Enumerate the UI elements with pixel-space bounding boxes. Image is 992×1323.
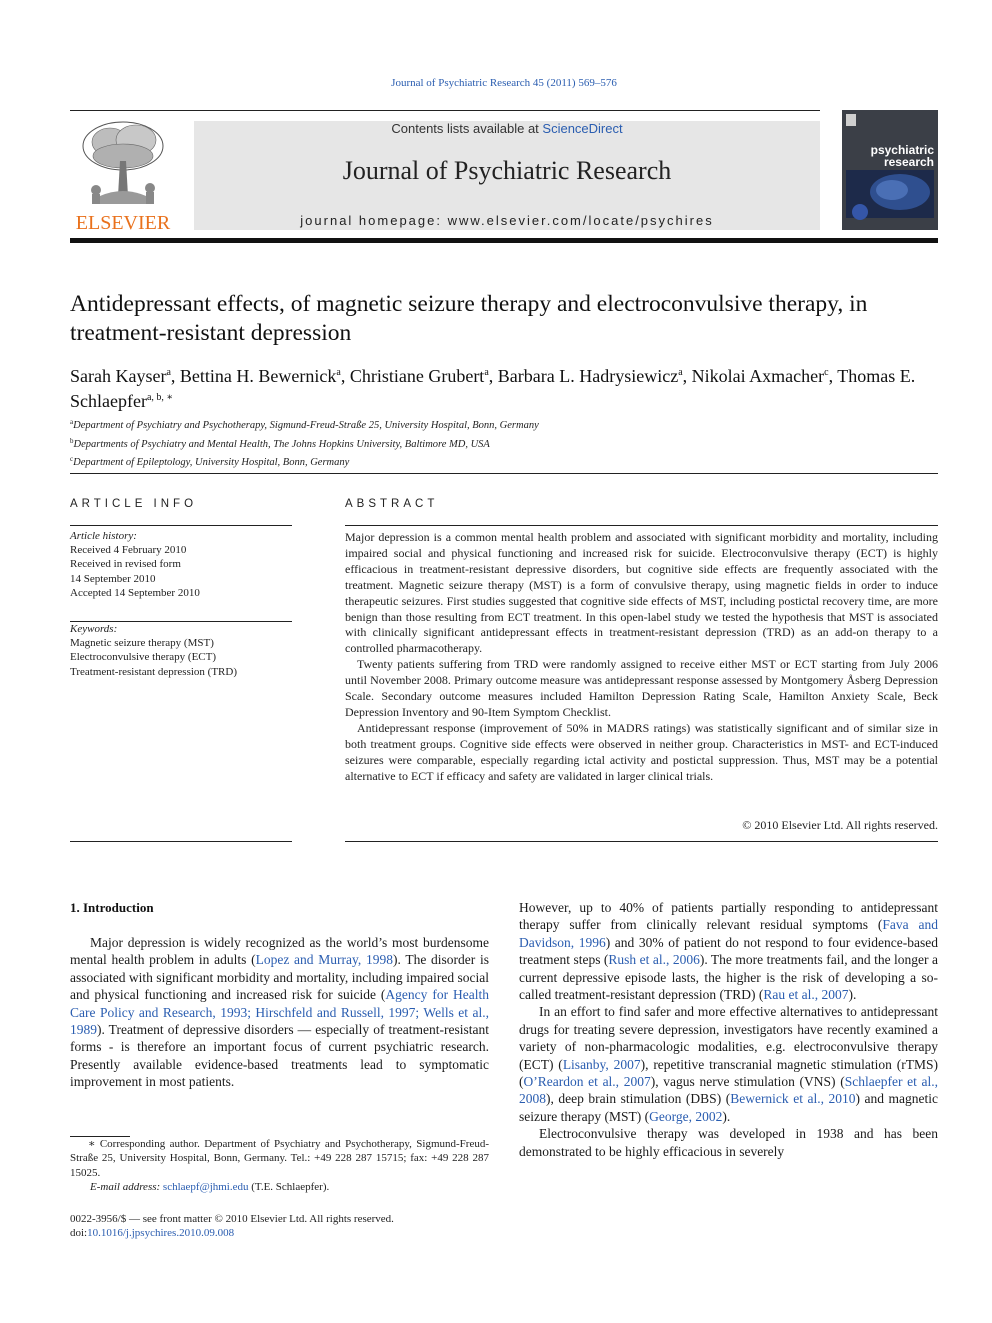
author-name[interactable]: Thomas E. Schlaepfer [70, 366, 916, 411]
abstract-body [345, 530, 938, 785]
header-thick-rule [70, 238, 938, 243]
author-name[interactable]: Nikolai Axmacher [691, 366, 825, 386]
journal-cover-thumbnail [842, 110, 938, 230]
body-column-right [519, 899, 938, 1160]
citation-link[interactable]: Rush et al., 2006 [608, 952, 700, 968]
article-title: Antidepressant effects, of magnetic seizure therapy and electroconvulsive therapy, in treatment-resistant depression [70, 291, 868, 346]
elsevier-tree-icon [70, 116, 176, 234]
body-paragraph [70, 934, 489, 1091]
journal-title: Journal of Psychiatric Research [342, 156, 672, 185]
body-paragraph [519, 899, 938, 1003]
article-info-rule [70, 525, 292, 526]
article-info-heading: ARTICLE INFO [70, 498, 198, 510]
author-affil-marker[interactable]: a [166, 367, 171, 378]
citation-link[interactable]: Fava and Davidson, 1996 [519, 917, 938, 950]
body-text: ), repetitive transcranial magnetic stimulation (rTMS) ( [519, 1056, 938, 1090]
sciencedirect-link[interactable]: ScienceDirect [542, 121, 623, 136]
cover-title-line2: research [883, 155, 934, 169]
body-text: ) and 30% of patient do not respond to four evidence-based treatment steps ( [519, 934, 938, 968]
doi-link[interactable]: 10.1016/j.jpsychires.2010.09.008 [87, 1227, 235, 1240]
doi-label: doi: [70, 1227, 88, 1240]
affiliation-marker: c [70, 455, 74, 463]
history-item: 14 September 2010 [70, 572, 156, 585]
keyword-item: Electroconvulsive therapy (ECT) [70, 651, 217, 664]
body-text: ), deep brain stimulation (DBS) ( [546, 1091, 731, 1107]
affiliation-rule [70, 473, 938, 474]
affiliation-item [70, 452, 940, 471]
body-paragraph [519, 1003, 938, 1125]
body-paragraph: Electroconvulsive therapy was developed in 1938 and has been demonstrated to be highly efficacious in severely [519, 1126, 938, 1159]
history-item: Received in revised form [70, 558, 181, 571]
author-name[interactable]: Barbara L. Hadrysiewicz [497, 366, 679, 386]
journal-homepage[interactable]: journal homepage: www.elsevier.com/locate/psychires [300, 213, 714, 228]
affiliation-item [70, 434, 940, 453]
cover-title-line1: psychiatric [870, 143, 934, 157]
article-info-rule [70, 841, 292, 842]
journal-citation[interactable]: Journal of Psychiatric Research 45 (2011) 569–576 [391, 77, 617, 89]
citation-link[interactable]: George, 2002 [649, 1108, 723, 1124]
body-text: ). [722, 1108, 731, 1124]
contents-prefix: Contents lists available at [391, 121, 543, 136]
author-affil-marker[interactable]: c [824, 367, 829, 378]
citation-link[interactable]: Schlaepfer et al., 2008 [519, 1074, 939, 1107]
body-text: ). The disorder is associated with significant morbidity and mortality, including impaired social and physical functioning and increased risk for suicide ( [70, 952, 489, 1003]
citation-link[interactable]: Lopez and Murray, 1998 [255, 952, 393, 968]
author-name[interactable]: Sarah Kayser [70, 366, 167, 386]
footnote-text: ∗ Corresponding author. Department of Psychiatry and Psychotherapy, Sigmund-Freud-Straße 25, University Hospital, Bonn, Germany. Tel.: +49 228 287 15715; fax: +49 228 287 15025. [70, 1138, 489, 1179]
citation-link[interactable]: Lisanby, 2007 [562, 1056, 641, 1072]
abstract-rule [345, 525, 938, 526]
keywords [70, 622, 292, 679]
body-text: ). The more treatments fail, and the longer a current depressive episode lasts, the higher is the risk of developing a so-called treatment-resistant depression (TRD) ( [519, 952, 938, 1003]
history-item: Received 4 February 2010 [70, 544, 187, 557]
body-text: ). [848, 987, 857, 1003]
affiliation-text: Department of Epileptology, University Hospital, Bonn, Germany [73, 457, 350, 468]
affiliation-text: Department of Psychiatry and Psychotherapy, Sigmund-Freud-Straße 25, University Hospital, Bonn, Germany [73, 420, 539, 431]
elsevier-wordmark: ELSEVIER [75, 212, 171, 234]
affiliation-marker: b [70, 436, 74, 445]
keyword-item: Magnetic seizure therapy (MST) [70, 637, 214, 650]
cover-image-icon [842, 110, 938, 230]
header-top-rule [70, 110, 820, 111]
article-history [70, 529, 292, 600]
body-text: However, up to 40% of patients partially responding to antidepressant therapy suffer from clinically relevant residual symptoms ( [519, 900, 938, 933]
author-affil-marker[interactable]: a [336, 367, 341, 378]
issn-line: 0022-3956/$ — see front matter © 2010 Elsevier Ltd. All rights reserved. [70, 1213, 394, 1225]
affiliation-item [70, 415, 940, 434]
affiliation-marker: a [70, 418, 74, 426]
email-suffix: (T.E. Schlaepfer). [248, 1181, 330, 1194]
body-text: ) and magnetic seizure therapy (MST) ( [519, 1091, 938, 1124]
abstract-paragraph: Major depression is a common mental health problem and associated with significant morbidity and mortality, including impaired social and physical functioning and increased risk for suicide. Electroconvulsive therapy (ECT) is highly efficacious in treatment-resistant depressive disorders, but cognitive side effects are frequently associated with the treatment. Magnetic seizure therapy (MST) is a form of convulsive therapy, using magnetic fields in order to induce therapeutic seizures. First studies suggested that cognitive side effects of MST, including postictal recovery time, are more benign than those resulting from ECT treatment. In this open-label study we tested the hypothesis that MST is associated with clinically significant antidepressant effects in treatment-resistant depression (TRD) as an add-on therapy to a controlled pharmacotherapy. [345, 530, 938, 656]
front-matter [70, 1212, 520, 1241]
author-affil-marker[interactable]: a [678, 367, 683, 378]
citation-link[interactable]: Rau et al., 2007 [763, 987, 849, 1003]
author-list: Sarah Kayser$^a$, Bettina H. Bewernick$^a$, Christiane Grubert$^a$, Barbara L. Hadrysiewicz$^a$, Nikolai Axmacher$^c$, Thomas E. Schlaepfer$^{a, b, ∗}$ [70, 366, 916, 411]
keywords-label: Keywords: [70, 623, 118, 635]
keyword-item: Treatment-resistant depression (TRD) [70, 665, 238, 678]
author-name[interactable]: Bettina H. Bewernick [179, 366, 337, 386]
body-text: Major depression is widely recognized as the world’s most burdensome mental health problem in adults ( [70, 935, 489, 968]
citation-link[interactable]: O’Reardon et al., 2007 [523, 1074, 651, 1090]
body-text: ), vagus nerve stimulation (VNS) ( [650, 1074, 845, 1090]
elsevier-logo [70, 116, 176, 234]
affiliations [70, 415, 940, 471]
abstract-heading: ABSTRACT [345, 498, 439, 510]
body-text: ). Treatment of depressive disorders — especially of treatment-resistant forms - is therefore an important focus of current psychiatric research. Presently available evidence-based treatments lead to symptomatic improvement in most patients. [70, 1022, 489, 1090]
contents-line [194, 121, 820, 136]
body-column-left [70, 934, 489, 1091]
abstract-rule [345, 841, 938, 842]
email-link[interactable]: schlaepf@jhmi.edu [162, 1181, 249, 1194]
affiliation-text: Departments of Psychiatry and Mental Health, The Johns Hopkins University, Baltimore MD, USA [73, 438, 490, 450]
author-name[interactable]: Christiane Grubert [349, 366, 485, 386]
email-label: E-mail address: [90, 1181, 163, 1194]
abstract-paragraph: Antidepressant response (improvement of 50% in MADRS ratings) was statistically significant and of similar size in both treatment groups. Cognitive side effects were observed in neither group. Characteristics in MST- and ECT-induced seizures were comparable, especially regarding ictal activity and postictal suppression. Thus, MST may be a potential alternative to ECT if efficacy and safety are validated in larger clinical trials. [345, 720, 938, 783]
history-label: Article history: [70, 530, 137, 542]
section-heading-introduction: 1. Introduction [70, 900, 154, 915]
author-affil-marker[interactable]: a, b, ∗ [146, 392, 174, 403]
citation-link[interactable]: Agency for Health Care Policy and Research, 1993; Hirschfeld and Russell, 1997; Wells et al., 1989 [70, 987, 489, 1038]
abstract-paragraph: Twenty patients suffering from TRD were randomly assigned to receive either MST or ECT starting from July 2006 until November 2008. Primary outcome measure was antidepressant response assessed by Montgomery Åsberg Depression Scale. Secondary outcome measures included Hamilton Depression Rating Scale, Hamilton Anxiety Scale, Beck Depression Inventory and 90-Item Symptom Checklist. [345, 657, 938, 719]
history-item: Accepted 14 September 2010 [70, 586, 200, 599]
body-text: In an effort to find safer and more effective alternatives to antidepressant drugs for treating severe depression, investigators have recently examined a variety of non-pharmacologic modalities, e.g. electroconvulsive therapy (ECT) ( [519, 1004, 938, 1072]
copyright-notice: © 2010 Elsevier Ltd. All rights reserved. [742, 818, 938, 832]
citation-link[interactable]: Bewernick et al., 2010 [730, 1091, 856, 1107]
author-affil-marker[interactable]: a [484, 367, 489, 378]
corresponding-author-footnote [70, 1137, 489, 1195]
